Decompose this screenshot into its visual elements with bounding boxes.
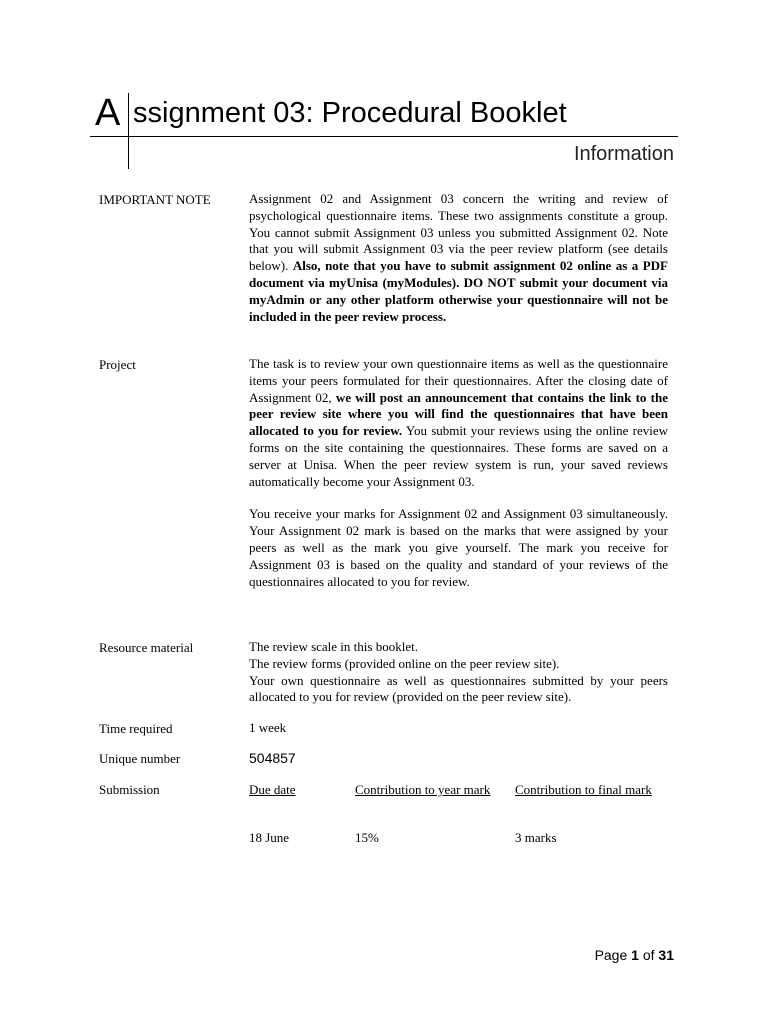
unique-number-label: Unique number [99, 751, 181, 766]
title-horizontal-rule [90, 136, 678, 137]
important-note-label: IMPORTANT NOTE [99, 192, 211, 207]
resource-material-label: Resource material [99, 640, 194, 655]
resource-line-1: The review scale in this booklet. [249, 639, 418, 654]
important-note-bold: Also, note that you have to submit assignment 02 online as a PDF document via myUnisa (myModules). DO NOT submit your document via myAdmin or any other platform otherwise your questionnaire will not be included in the peer review process. [249, 258, 668, 324]
important-note-plain: Assignment 02 and Assignment 03 concern the writing and review of psychological questionnaire items. These two assignments constitute a group. You cannot submit Assignment 03 unless you submitted Assignment 02. Note that you will submit Assignment 03 via the peer review platform (see details below). [249, 191, 668, 274]
project-p1-start: The task is to review your own questionnaire items as well as the questionnaire items your peers formulated for their questionnaires. After the closing date of Assignment 02, [249, 356, 668, 405]
title-vertical-rule [128, 93, 129, 169]
project-text [249, 356, 668, 590]
resource-line-3: Your own questionnaire as well as questionnaires submitted by your peers allocated to you for review (provided on the peer review site). [249, 672, 668, 705]
header-due-date: Due date [249, 782, 296, 797]
resource-line-2: The review forms (provided online on the peer review site). [249, 655, 560, 671]
time-required-value: 1 week [249, 720, 287, 735]
page-total: 31 [658, 947, 674, 963]
project-p1-end: You submit your reviews using the online review forms on the site containing the questionnaires. These forms are saved on a server at Unisa. When the peer review system is run, your saved reviews automatically become your Assignment 03. [249, 423, 669, 489]
page-current: 1 [631, 947, 639, 963]
document-header [0, 0, 768, 180]
submission-label: Submission [99, 782, 160, 797]
cell-year-mark: 15% [355, 830, 379, 845]
project-p2: You receive your marks for Assignment 02 and Assignment 03 simultaneously. Your Assignment 02 mark is based on the marks that were assigned by your peers as well as the mark you give yourself. The mark you receive for Assignment 03 is based on the quality and standard of your reviews of the questionnaires allocated to you for review. [249, 506, 668, 589]
header-final-mark: Contribution to final mark [515, 782, 652, 797]
time-required-label: Time required [99, 721, 173, 736]
project-p1-bold: we will post an announcement that contains the link to the peer review site where you will find the questionnaires that have been allocated to you for review. [249, 389, 668, 439]
important-note-text [249, 191, 668, 325]
page-word: Page [594, 947, 628, 963]
resource-material-text [249, 639, 668, 706]
page-number-footer [595, 946, 674, 964]
cell-due-date: 18 June [249, 830, 290, 845]
project-label: Project [99, 357, 136, 372]
page-title: ssignment 03: Procedural Booklet [133, 97, 567, 129]
cell-final-mark: 3 marks [515, 830, 557, 845]
unique-number-value: 504857 [249, 750, 296, 766]
page-subtitle: Information [573, 143, 674, 165]
of-word: of [642, 947, 655, 963]
header-year-mark: Contribution to year mark [355, 782, 491, 797]
title-initial: A [95, 92, 121, 134]
